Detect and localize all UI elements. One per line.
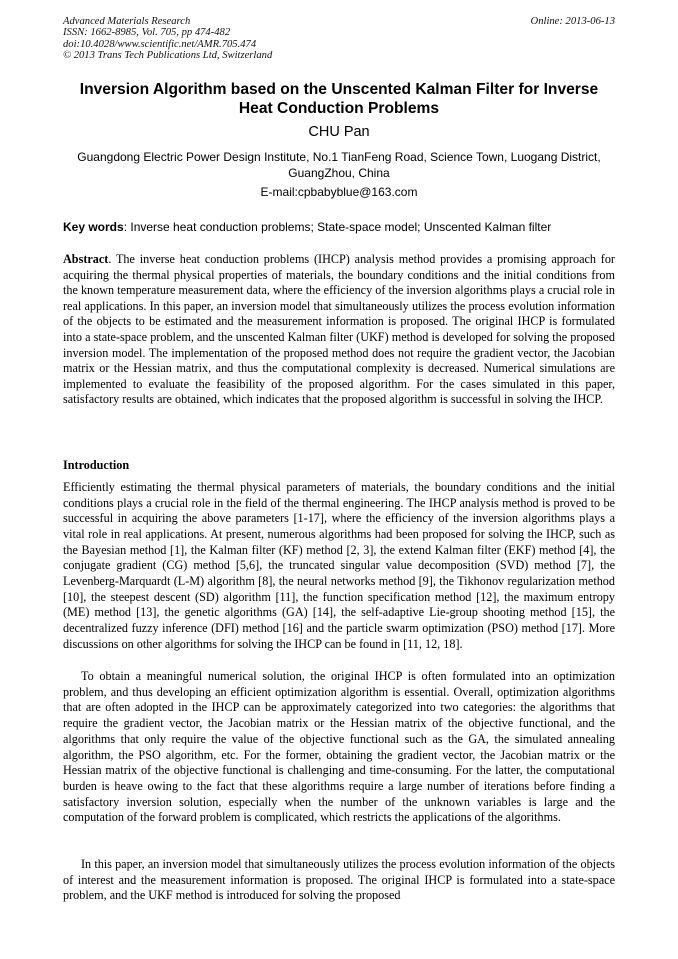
abstract — [63, 252, 615, 408]
doi-line: doi:10.4028/www.scientific.net/AMR.705.474 — [63, 38, 257, 50]
journal-name: Advanced Materials Research — [63, 16, 191, 27]
introduction-heading: Introduction — [63, 458, 130, 472]
journal-header — [63, 16, 615, 62]
paper-title: Inversion Algorithm based on the Unscented Kalman Filter for Inverse Heat Conduction Problems — [79, 81, 599, 117]
abstract-text: . The inverse heat conduction problems (IHCP) analysis method provides a promising approach for acquiring the thermal physical properties of materials, the boundary conditions and the initial conditions from the known temperature measurement data, where the efficiency of the inversion algorithms plays a crucial role in real applications. In this paper, an inversion model that simultaneously utilizes the process evolution information of the objects to be estimated and the measurement information is proposed. The original IHCP is formulated into a state-space problem, and the unscented Kalman filter (UKF) method is developed for solving the proposed inversion model. The implementation of the proposed method does not require the gradient vector, the Jacobian matrix or the Hessian matrix, and thus the computational complexity is decreased. Numerical simulations are implemented to evaluate the feasibility of the proposed algorithm. For the cases simulated in this paper, satisfactory results are obtained, which indicates that the proposed algorithm is successful in solving the IHCP. — [63, 252, 615, 407]
abstract-label: Abstract — [63, 252, 109, 266]
author-name: CHU Pan — [308, 124, 370, 140]
online-date: Online: 2013-06-13 — [530, 16, 615, 27]
introduction-paragraph-2: To obtain a meaningful numerical solution, the original IHCP is often formulated into an optimization problem, and thus developing an efficient optimization algorithm is essential. Overall, optimization algorithms that are often adopted in the IHCP can be approximately categorized into two categories: the algorithms that require the gradient vector, the Jacobian matrix or the Hessian matrix of the objective functional, and the algorithms that only require the value of the objective functional such as the GA, the simulated annealing algorithm, the PSO algorithm, etc. For the former, obtaining the gradient vector, the Jacobian matrix or the Hessian matrix of the objective functional is challenging and time-consuming. For the latter, the computational burden is heave owing to the fact that these algorithms require a large number of iterations before finding a satisfactory inversion solution, especially when the number of the unknown variables is large and the computation of the forward problem is complicated, which restricts the applications of the algorithms. — [63, 669, 615, 825]
copyright-line: © 2013 Trans Tech Publications Ltd, Switzerland — [63, 50, 273, 62]
keywords-label: Key words — [63, 220, 124, 234]
author-email: E-mail:cpbabyblue@163.com — [260, 185, 418, 199]
author-affiliation: Guangdong Electric Power Design Institute, No.1 TianFeng Road, Science Town, Luogang District, GuangZhou, China — [77, 150, 601, 180]
introduction-paragraph-1: Efficiently estimating the thermal physical parameters of materials, the boundary conditions and the initial conditions plays a crucial role in the field of the thermal engineering. The IHCP analysis method is proved to be successful in acquiring the above parameters [1-17], where the efficiency of the inversion algorithms plays a vital role in real applications. At present, numerous algorithms had been proposed for solving the IHCP, such as the Bayesian method [1], the Kalman filter (KF) method [2, 3], the extend Kalman filter (EKF) method [4], the conjugate gradient (CG) method [5,6], the truncated singular value decomposition (SVD) method [7], the Levenberg-Marquardt (L-M) algorithm [8], the neural networks method [9], the Tikhonov regularization method [10], the steepest descent (SD) algorithm [11], the function specification method [12], the maximum entropy (ME) method [13], the genetic algorithms (GA) [14], the self-adaptive Lie-group shooting method [15], the decentralized fuzzy inference (DFI) method [16] and the particle swarm optimization (PSO) method [17]. More discussions on other algorithms for solving the IHCP can be found in [11, 12, 18]. — [63, 480, 615, 651]
keywords — [63, 220, 623, 235]
issn-line: ISSN: 1662-8985, Vol. 705, pp 474-482 — [63, 27, 231, 39]
keywords-text: : Inverse heat conduction problems; State-space model; Unscented Kalman filter — [123, 220, 552, 234]
introduction-paragraph-3: In this paper, an inversion model that simultaneously utilizes the process evolution information of the objects of interest and the measurement information is proposed. The original IHCP is formulated into a state-space problem, and the UKF method is introduced for solving the proposed — [63, 857, 615, 903]
